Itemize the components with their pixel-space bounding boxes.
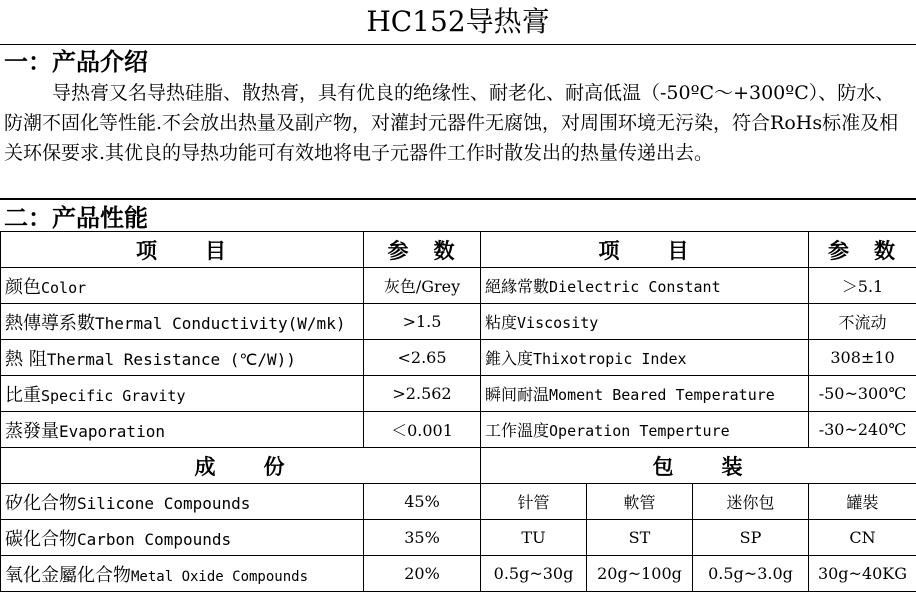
spec-label: 工作溫度Operation Temperture <box>481 412 809 448</box>
spec-value: ＞5.1 <box>809 268 916 304</box>
component-label: 碳化合物Carbon Compounds <box>1 520 364 556</box>
spec-label: 熱傳導系數Thermal Conductivity(W/mk) <box>1 304 364 340</box>
spec-value: -50~300℃ <box>809 376 916 412</box>
intro-text: 导热膏又名导热硅脂、散热膏，具有优良的绝缘性、耐老化、耐高低温（-50ºC～+300ºC）、防水、防潮不固化等性能.不会放出热量及副产物，对灌封元器件无腐蚀，对周围环境无污染，符合RoHs标准及相关环保要求.其优良的导热功能可有效地将电子元器件工作时散发出的热量传递出去。 <box>4 82 899 164</box>
package-code: ST <box>587 520 693 556</box>
spec-label: 絕緣常數Dielectric Constant <box>481 268 809 304</box>
section-heading-intro: 一：产品介绍 <box>0 44 916 78</box>
component-label: 矽化合物Silicone Compounds <box>1 484 364 520</box>
spec-value: 不流动 <box>809 304 916 340</box>
header-param-2: 参 数 <box>809 232 916 268</box>
page-title: HC152导热膏 <box>366 5 550 38</box>
package-code: CN <box>809 520 916 556</box>
component-label: 氧化金屬化合物Metal Oxide Compounds <box>1 556 364 592</box>
header-component: 成 份 <box>1 448 481 484</box>
spec-value: >2.562 <box>364 376 481 412</box>
table-row <box>1 556 916 592</box>
table-row <box>1 376 916 412</box>
spec-label: 瞬间耐温Moment Beared Temperature <box>481 376 809 412</box>
table-row <box>1 412 916 448</box>
component-percent: 35% <box>364 520 481 556</box>
package-size: 30g~40KG <box>809 556 916 592</box>
spec-value: 灰色/Grey <box>364 268 481 304</box>
package-size: 0.5g~30g <box>481 556 587 592</box>
spec-value: <2.65 <box>364 340 481 376</box>
spec-value: ＜0.001 <box>364 412 481 448</box>
table-row <box>1 304 916 340</box>
spec-label: 錐入度Thixotropic Index <box>481 340 809 376</box>
spec-label: 熱 阻Thermal Resistance (℃/W)) <box>1 340 364 376</box>
table-row <box>1 520 916 556</box>
package-type: 軟管 <box>587 484 693 520</box>
spec-label: 蒸發量Evaporation <box>1 412 364 448</box>
component-percent: 20% <box>364 556 481 592</box>
intro-paragraph <box>4 78 910 168</box>
header-param: 参 数 <box>364 232 481 268</box>
spec-label: 粘度Viscosity <box>481 304 809 340</box>
specs-table <box>0 231 916 448</box>
component-percent: 45% <box>364 484 481 520</box>
header-item-2: 项 目 <box>481 232 809 268</box>
composition-table <box>0 447 916 592</box>
package-size: 20g~100g <box>587 556 693 592</box>
package-code: SP <box>693 520 809 556</box>
composition-header-row <box>1 448 916 484</box>
table-row <box>1 268 916 304</box>
package-size: 0.5g~3.0g <box>693 556 809 592</box>
spec-value: >1.5 <box>364 304 481 340</box>
header-package: 包 装 <box>481 448 916 484</box>
spec-value: -30~240℃ <box>809 412 916 448</box>
specs-header-row <box>1 232 916 268</box>
header-item: 项 目 <box>1 232 364 268</box>
package-type: 针管 <box>481 484 587 520</box>
table-row <box>1 484 916 520</box>
package-type: 迷你包 <box>693 484 809 520</box>
section-heading-performance: 二：产品性能 <box>0 198 916 232</box>
spec-value: 308±10 <box>809 340 916 376</box>
package-type: 罐裝 <box>809 484 916 520</box>
spec-label: 比重Specific Gravity <box>1 376 364 412</box>
spec-label: 颜色Color <box>1 268 364 304</box>
package-code: TU <box>481 520 587 556</box>
table-row <box>1 340 916 376</box>
